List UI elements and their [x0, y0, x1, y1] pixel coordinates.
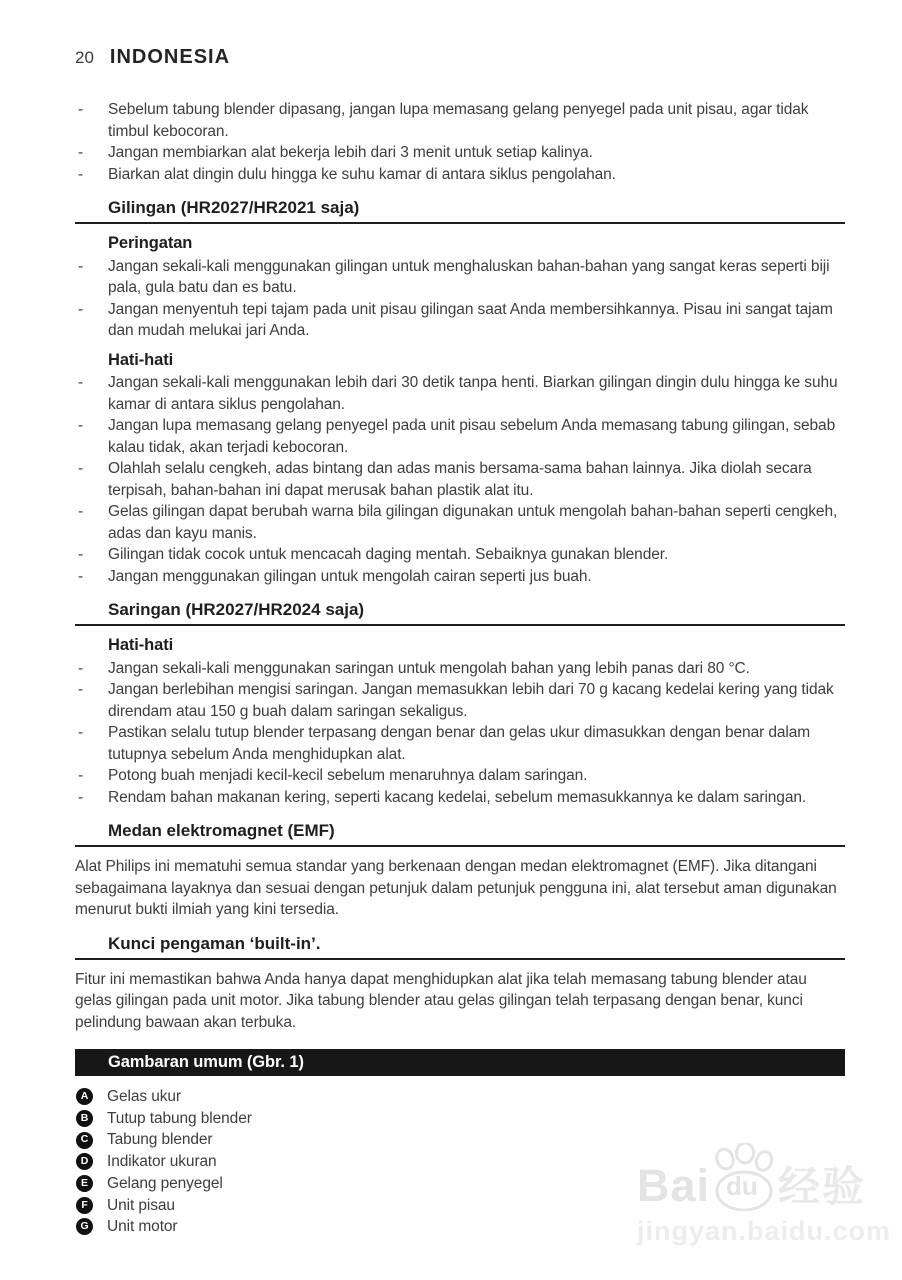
- section-heading-emf: Medan elektromagnet (EMF): [75, 821, 845, 847]
- bullet-text: Jangan menggunakan gilingan untuk mengolah cairan seperti jus buah.: [108, 567, 592, 585]
- subsection-heading-hati-hati: Hati-hati: [108, 350, 174, 369]
- list-item: [75, 256, 845, 299]
- section-heading-gilingan: Gilingan (HR2027/HR2021 saja): [75, 198, 845, 224]
- bullet-dash: -: [78, 300, 84, 318]
- bullet-text: Jangan sekali-kali menggunakan gilingan untuk menghaluskan bahan-bahan yang sangat keras seperti biji pala, gula batu dan es batu.: [108, 257, 830, 296]
- legend-item-text: Gelang penyegel: [107, 1174, 223, 1192]
- legend-letter-badge: C: [76, 1132, 93, 1149]
- legend-letter-badge: F: [76, 1197, 93, 1214]
- legend-item: [75, 1108, 845, 1130]
- saringan-hati-hati-list: [75, 658, 845, 809]
- subsection-heading-hati-hati: Hati-hati: [108, 636, 174, 654]
- list-item: [75, 765, 845, 787]
- legend-letter-badge: D: [76, 1153, 93, 1170]
- overview-banner-title: Gambaran umum (Gbr. 1): [108, 1053, 304, 1071]
- bullet-dash: -: [78, 567, 84, 585]
- watermark-brand-left: Bai: [637, 1160, 711, 1211]
- baidu-watermark: [637, 1143, 891, 1247]
- list-item: [75, 679, 845, 722]
- list-item: [75, 544, 845, 566]
- legend-letter-badge: G: [76, 1218, 93, 1235]
- list-item: [75, 722, 845, 765]
- bullet-dash: -: [78, 374, 84, 391]
- bullet-dash: -: [78, 144, 84, 161]
- bullet-text: Rendam bahan makanan kering, seperti kacang kedelai, sebelum memasukkannya ke dalam saringan.: [108, 788, 807, 806]
- bullet-text: Pastikan selalu tutup blender terpasang dengan benar dan gelas ukur dimasukkan dengan benar dalam tutupnya sebelum Anda menghidupkan alat.: [108, 724, 811, 763]
- bullet-dash: -: [78, 659, 84, 677]
- bullet-dash: -: [78, 257, 84, 275]
- list-item: [75, 415, 845, 458]
- list-item: [75, 372, 845, 415]
- bullet-dash: -: [78, 101, 84, 118]
- emf-paragraph: Alat Philips ini mematuhi semua standar yang berkenaan dengan medan elektromagnet (EMF). Jika ditangani sebagaimana layaknya dan sesuai dengan petunjuk dalam petunjuk pengguna ini, alat tersebut aman digunakan menurut bukti ilmiah yang kini tersedia.: [75, 858, 837, 918]
- gilingan-peringatan-list: [75, 256, 845, 342]
- legend-item-text: Indikator ukuran: [107, 1153, 217, 1171]
- list-item: [75, 458, 845, 501]
- bullet-text: Jangan berlebihan mengisi saringan. Jangan memasukkan lebih dari 70 g kacang kedelai kering yang tidak direndam atau 150 g buah dalam saringan sekaligus.: [108, 681, 834, 720]
- section-heading-kunci-pengaman: Kunci pengaman ‘built-in’.: [75, 934, 845, 960]
- legend-letter-badge: E: [76, 1175, 93, 1192]
- list-item: [75, 299, 845, 342]
- baidu-paw-icon: [712, 1143, 776, 1211]
- bullet-text: Gelas gilingan dapat berubah warna bila gilingan digunakan untuk mengolah bahan-bahan seperti cengkeh, adas dan kayu manis.: [108, 503, 838, 542]
- bullet-text: Jangan sekali-kali menggunakan saringan untuk mengolah bahan yang lebih panas dari 80 °C.: [108, 659, 750, 677]
- list-item: [75, 566, 845, 588]
- legend-item-text: Tutup tabung blender: [107, 1109, 252, 1127]
- bullet-dash: -: [78, 546, 84, 563]
- list-item: [75, 164, 845, 186]
- subsection-heading-peringatan: Peringatan: [108, 234, 193, 252]
- bullet-dash: -: [78, 681, 84, 698]
- legend-item-text: Unit motor: [107, 1218, 178, 1236]
- list-item: [75, 658, 845, 680]
- bullet-dash: -: [78, 417, 84, 434]
- bullet-text: Jangan sekali-kali menggunakan lebih dari 30 detik tanpa henti. Biarkan gilingan dingin dulu hingga ke suhu kamar di antara siklus pengolahan.: [108, 374, 838, 413]
- bullet-text: Potong buah menjadi kecil-kecil sebelum menaruhnya dalam saringan.: [108, 767, 588, 784]
- bullet-text: Jangan lupa memasang gelang penyegel pada unit pisau sebelum Anda memasang tabung gilingan, sebab kalau tidak, akan terjadi kebocoran.: [108, 417, 836, 456]
- watermark-brand-right: du: [726, 1171, 758, 1201]
- bullet-text: Biarkan alat dingin dulu hingga ke suhu kamar di antara siklus pengolahan.: [108, 165, 616, 183]
- kunci-pengaman-paragraph: Fitur ini memastikan bahwa Anda hanya dapat menghidupkan alat jika telah memasang tabung blender atau gelas gilingan pada unit motor. Jika tabung blender atau gelas gilingan telah terpasang dengan benar, kunci pelindung bawaan akan terbuka.: [75, 970, 807, 1031]
- watermark-brand-chinese: 经验: [778, 1163, 867, 1210]
- intro-bullet-list: [75, 99, 845, 185]
- legend-letter-badge: A: [76, 1088, 93, 1105]
- bullet-text: Gilingan tidak cocok untuk mencacah daging mentah. Sebaiknya gunakan blender.: [108, 546, 669, 563]
- gilingan-hati-hati-list: [75, 372, 845, 587]
- list-item: [75, 501, 845, 544]
- bullet-text: Olahlah selalu cengkeh, adas bintang dan adas manis bersama-sama bahan lainnya. Jika diolah secara terpisah, bahan-bahan ini dapat merusak bahan plastik alat itu.: [108, 460, 812, 499]
- list-item: [75, 99, 845, 142]
- list-item: [75, 787, 845, 809]
- page-number: 20: [75, 48, 94, 67]
- bullet-dash: -: [78, 503, 84, 520]
- page-title: INDONESIA: [109, 46, 231, 68]
- legend-item-text: Unit pisau: [107, 1196, 175, 1214]
- bullet-text: Jangan membiarkan alat bekerja lebih dari 3 menit untuk setiap kalinya.: [108, 144, 593, 161]
- bullet-dash: -: [78, 460, 84, 477]
- watermark-url: jingyan.baidu.com: [637, 1216, 892, 1246]
- legend-item-text: Gelas ukur: [107, 1088, 181, 1106]
- list-item: [75, 142, 845, 164]
- bullet-text: Sebelum tabung blender dipasang, jangan lupa memasang gelang penyegel pada unit pisau, agar tidak timbul kebocoran.: [108, 101, 809, 140]
- legend-item: [75, 1086, 845, 1108]
- baidu-watermark-logo: [637, 1143, 891, 1211]
- section-heading-saringan: Saringan (HR2027/HR2024 saja): [75, 600, 845, 626]
- bullet-dash: -: [78, 767, 84, 784]
- page-header: [75, 46, 845, 69]
- bullet-text: Jangan menyentuh tepi tajam pada unit pisau gilingan saat Anda membersihkannya. Pisau ini sangat tajam dan mudah melukai jari Anda.: [108, 300, 833, 339]
- page-content: [75, 99, 845, 1238]
- legend-letter-badge: B: [76, 1110, 93, 1127]
- legend-item-text: Tabung blender: [107, 1131, 213, 1149]
- bullet-dash: -: [78, 165, 84, 183]
- bullet-dash: -: [78, 788, 84, 806]
- overview-banner: [75, 1049, 845, 1076]
- bullet-dash: -: [78, 724, 84, 741]
